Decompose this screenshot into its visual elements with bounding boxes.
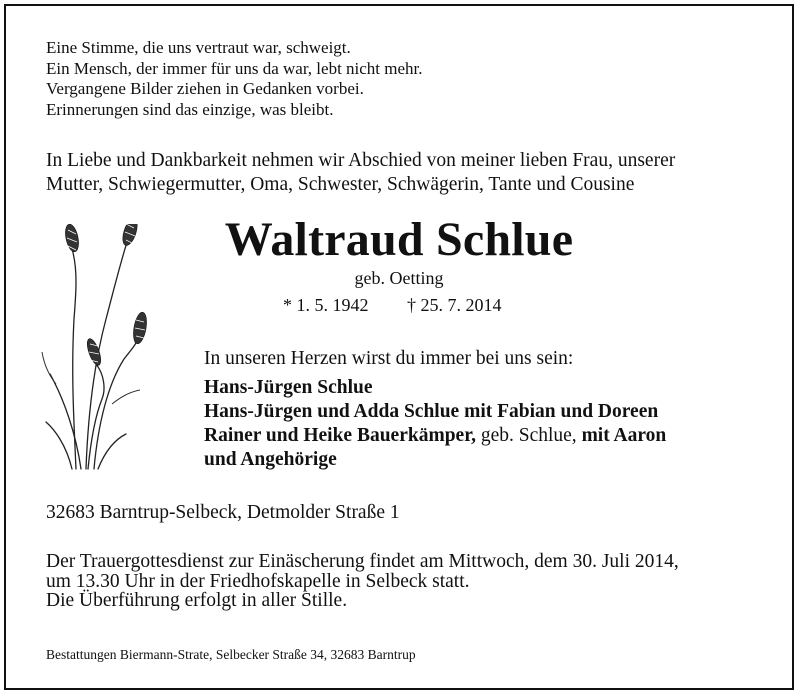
intro-line: In Liebe und Dankbarkeit nehmen wir Abschied von meiner lieben Frau, unserer [46, 150, 676, 171]
mourners-list [204, 376, 666, 472]
obituary-notice [4, 4, 794, 690]
service-line: Der Trauergottesdienst zur Einäscherung findet am Mittwoch, dem 30. Juli 2014, [46, 551, 679, 572]
undertaker-info: Bestattungen Biermann-Strate, Selbecker Straße 34, 32683 Barntrup [46, 647, 416, 662]
poem-line: Ein Mensch, der immer für uns da war, lebt nicht mehr. [46, 58, 423, 78]
farewell-intro [46, 149, 675, 197]
mourner-names: Rainer und Heike Bauerkämper, [204, 425, 476, 446]
poem [46, 38, 423, 120]
mourner-line: und Angehörige [204, 449, 337, 470]
family-address: 32683 Barntrup-Selbeck, Detmolder Straße 1 [46, 502, 400, 523]
mourners-intro: In unseren Herzen wirst du immer bei uns sein: [204, 348, 574, 369]
service-line: Die Überführung erfolgt in aller Stille. [46, 590, 348, 611]
funeral-service-info [46, 552, 679, 611]
mourner-names: mit Aaron [576, 425, 667, 446]
poem-line: Vergangene Bilder ziehen in Gedanken vorbei. [46, 79, 364, 98]
life-dates [283, 295, 502, 316]
poem-line: Eine Stimme, die uns vertraut war, schweigt. [46, 38, 351, 57]
mourner-line: Hans-Jürgen und Adda Schlue mit Fabian und Doreen [204, 401, 659, 422]
birth-date: * 1. 5. 1942 [283, 295, 369, 315]
poem-line: Erinnerungen sind das einzige, was bleibt. [46, 99, 334, 119]
service-line: um 13.30 Uhr in der Friedhofskapelle in Selbeck statt. [46, 570, 470, 592]
death-date: † 25. 7. 2014 [407, 295, 502, 315]
mourner-line: Hans-Jürgen Schlue [204, 377, 373, 398]
intro-line: Mutter, Schwiegermutter, Oma, Schwester, Schwägerin, Tante und Cousine [46, 174, 635, 195]
mourner-line [204, 424, 666, 448]
maiden-name: geb. Oetting [354, 268, 444, 288]
mourner-maiden-name: geb. Schlue, [475, 425, 577, 446]
deceased-name: Waltraud Schlue [224, 213, 574, 266]
